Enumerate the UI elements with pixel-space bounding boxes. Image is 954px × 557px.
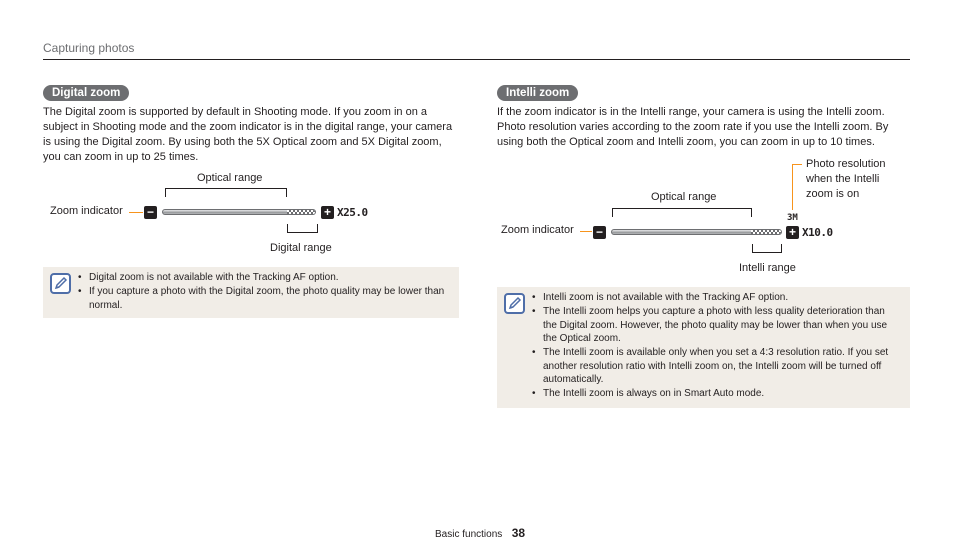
resolution-3m-icon: 3M <box>787 213 798 223</box>
digital-zoom-description: The Digital zoom is supported by default in Shooting mode. If you zoom in on a subject in Shooting mode and the zoom indicator is in the digital range, your camera is using the Digital zoom. By using both the 5X Optical zoom and 5X Digital zoom, you can zoom in up to 25 times. <box>43 106 453 163</box>
note-item: • The Intelli zoom is always on in Smart Auto mode. <box>532 387 897 401</box>
minus-icon: − <box>144 206 157 219</box>
footer-section-label: Basic functions <box>435 529 503 540</box>
photo-resolution-label: Photo resolution when the Intelli zoom is on <box>806 158 886 200</box>
section-title-digital-zoom: Digital zoom <box>43 85 129 101</box>
header-divider <box>43 59 910 60</box>
note-item: • Intelli zoom is not available with the Tracking AF option. <box>532 291 897 305</box>
zoom-bar <box>611 229 782 235</box>
digital-zoom-notes <box>78 271 448 313</box>
note-pencil-icon <box>504 293 525 314</box>
note-pencil-icon <box>50 273 71 294</box>
zoom-value-readout: X10.0 <box>802 226 833 239</box>
zoom-indicator-leader <box>580 231 592 232</box>
page-footer <box>435 524 525 542</box>
page-header-title: Capturing photos <box>43 41 135 55</box>
resolution-leader-vertical <box>792 164 793 210</box>
intelli-zoom-notes <box>532 291 897 401</box>
plus-icon: + <box>786 226 799 239</box>
optical-range-bracket <box>612 208 752 217</box>
intelli-range-label: Intelli range <box>739 262 796 274</box>
note-item: • Digital zoom is not available with the Tracking AF option. <box>78 271 448 285</box>
zoom-value-readout: X25.0 <box>337 206 368 219</box>
optical-range-bracket <box>165 188 287 197</box>
digital-range-segment <box>287 210 315 214</box>
optical-range-label: Optical range <box>651 191 717 203</box>
minus-icon: − <box>593 226 606 239</box>
intelli-zoom-note-box <box>497 287 910 408</box>
zoom-indicator-label: Zoom indicator <box>50 205 123 217</box>
zoom-indicator-leader <box>129 212 143 213</box>
plus-icon: + <box>321 206 334 219</box>
digital-range-label: Digital range <box>270 242 332 254</box>
digital-range-bracket <box>287 224 318 233</box>
note-item: • If you capture a photo with the Digital zoom, the photo quality may be lower than normal. <box>78 285 448 312</box>
note-item: • The Intelli zoom helps you capture a photo with less quality deterioration than the Digital zoom. However, the photo quality may be lower than when you use the Optical zoom. <box>532 305 897 346</box>
resolution-leader-horizontal <box>792 164 802 165</box>
page-number: 38 <box>511 526 526 540</box>
zoom-indicator-label: Zoom indicator <box>501 224 574 236</box>
intelli-zoom-description: If the zoom indicator is in the Intelli range, your camera is using the Intelli zoom. Photo resolution varies according to the zoom rate if you use the Intelli zoom. By using both the Optical zoom and Intelli zoom, you can zoom in up to 10 times. <box>497 106 889 148</box>
intelli-range-segment <box>751 230 781 234</box>
zoom-bar <box>162 209 316 215</box>
digital-zoom-note-box <box>43 267 459 318</box>
section-title-intelli-zoom: Intelli zoom <box>497 85 578 101</box>
note-item: • The Intelli zoom is available only when you set a 4:3 resolution ratio. If you set another resolution ratio with Intelli zoom on, the Intelli zoom will be turned off automatically. <box>532 346 897 387</box>
optical-range-label: Optical range <box>197 172 263 184</box>
intelli-range-bracket <box>752 244 782 253</box>
